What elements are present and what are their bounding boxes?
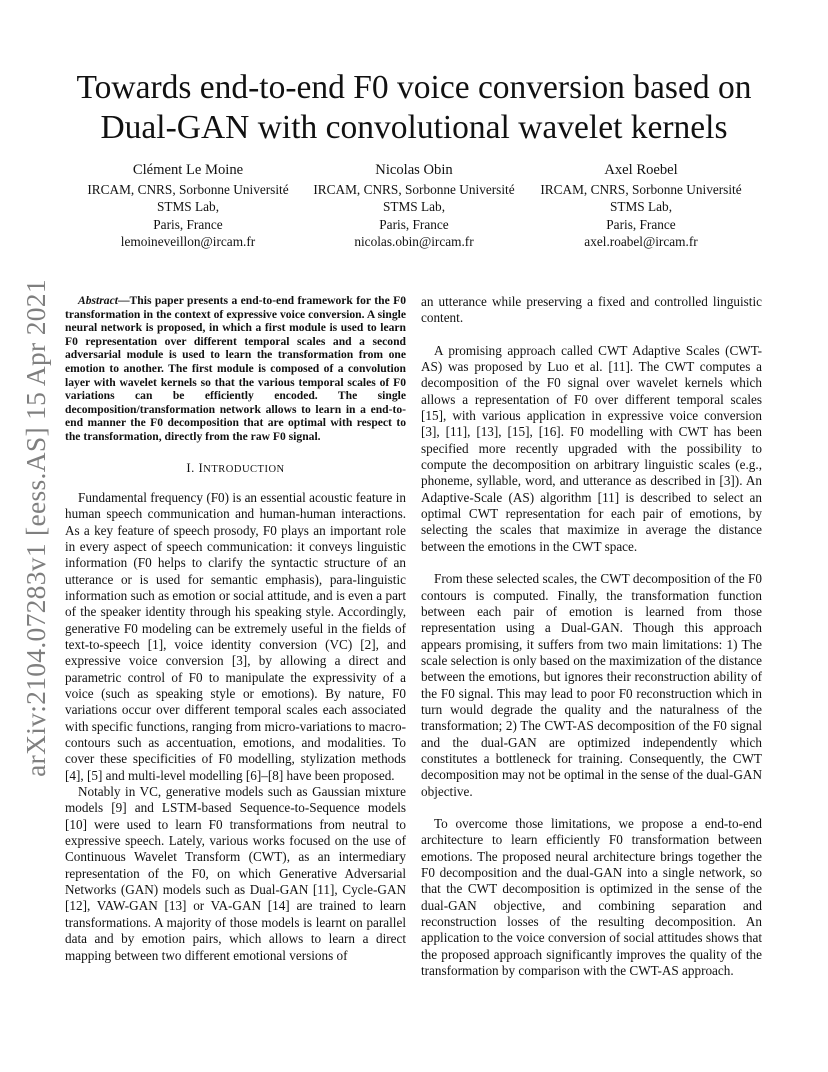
section-numeral: I. xyxy=(186,460,199,475)
author-email: lemoineveillon@ircam.fr xyxy=(120,234,256,249)
author-email: axel.roabel@ircam.fr xyxy=(584,234,698,249)
title-line-2: Dual-GAN with convolutional wavelet kernels xyxy=(100,109,728,146)
section-title-rest: NTRODUCTION xyxy=(203,463,285,475)
intro-paragraph-continued: an utterance while preserving a fixed and controlled linguistic content. xyxy=(421,294,762,326)
author-city: Paris, France xyxy=(153,216,223,232)
arxiv-sidebar-stamp xyxy=(18,280,54,776)
intro-paragraph-5: To overcome those limitations, we propose a end-to-end architecture to learn efficiently F0 transformation between emotions. The proposed neural architecture brings together the F0 decomposition and the dual-GAN into a single network, so that the CWT decomposition is optimized in the sense of the dual-GAN objective, and combining separation and reconstruction losses of the resulting decomposition. An application to the voice conversion of social attitudes shows that the proposed approach significantly improves the quality of the transformation by comparison with the CWT-AS approach. xyxy=(421,815,762,979)
author-block-1 xyxy=(73,162,303,251)
paper-title xyxy=(60,68,768,148)
author-block-2 xyxy=(299,162,529,251)
abstract-label: Abstract xyxy=(78,294,118,307)
author-lab: STMS Lab, xyxy=(156,199,220,214)
author-city: Paris, France xyxy=(379,216,449,232)
arxiv-id: arXiv:2104.07283v1 [eess.AS] 15 Apr 2021 xyxy=(20,279,52,777)
author-block-3 xyxy=(526,162,756,251)
author-city: Paris, France xyxy=(606,216,676,232)
author-affiliation: IRCAM, CNRS, Sorbonne Université xyxy=(540,181,742,197)
intro-paragraph-1: Fundamental frequency (F0) is an essential acoustic feature in human speech communication and human-human interactions. As a key feature of speech prosody, F0 plays an important role in every aspect of speech communication: it conveys linguistic information (F0 helps to clarify the syntactic structure of an utterance or is used for semantic emphasis), para-linguistic information such as emotion or social attitude, and is even a part of the speaker identity through his speaking style. Accordingly, generative F0 modeling can be extremely useful in the fields of text-to-speech [1], voice identity conversion (VC) [2], and expressive voice conversion [3], by allowing a direct and parametric control of F0 to manipulate the expressivity of a voice (such as speaking style or emotions). By nature, F0 variations occur over different temporal scales each associated with specific functions, ranging from micro-variations to macro-contours such as accentuation, emotions, and modalities. To cover these specificities of F0 modelling, stylization methods [4], [5] and multi-level modelling [6]–[8] have been proposed. xyxy=(65,489,406,783)
left-column xyxy=(65,294,406,964)
abstract-text: —This paper presents a end-to-end framework for the F0 transformation in the context of expressive voice conversion. A single neural network is proposed, in which a first module is used to learn F0 representation over different temporal scales and a second adversarial module is used to learn the transformation from one emotion to another. The first module is composed of a convolution layer with wavelet kernels so that the various temporal scales of F0 variations can be efficiently encoded. The single decomposition/transformation network allows to learn in a end-to-end manner the F0 decomposition that are optimal with respect to the transformation, directly from the raw F0 signal. xyxy=(65,294,406,443)
author-name: Axel Roebel xyxy=(604,162,678,178)
author-affiliation: IRCAM, CNRS, Sorbonne Université xyxy=(313,181,515,197)
author-name: Clément Le Moine xyxy=(132,162,244,178)
title-line-1: Towards end-to-end F0 voice conversion based on xyxy=(76,69,752,106)
author-email: nicolas.obin@ircam.fr xyxy=(354,234,474,249)
author-affiliation: IRCAM, CNRS, Sorbonne Université xyxy=(87,181,289,197)
right-column xyxy=(421,294,762,979)
author-name: Nicolas Obin xyxy=(375,162,453,178)
intro-paragraph-3: A promising approach called CWT Adaptive Scales (CWT-AS) was proposed by Luo et al. [11]. The CWT computes a decomposition of the F0 signal over wavelet kernels which allows a representation of F0 over different temporal scales [15], with various application in expressive voice conversion [3], [11], [13], [15], [16]. F0 modelling with CWT has been specified more recently upgraded with the possibility to compute the decomposition on arbitrary linguistic scales (e.g., phoneme, syllable, word, and utterance as described in [3]). An Adaptive-Scale (AS) algorithm [11] is described to select an optimal CWT representation for each pair of emotions, by selecting the scales that maximize in average the distance between the emotions in the CWT space. xyxy=(421,342,762,554)
author-lab: STMS Lab, xyxy=(609,199,673,214)
intro-paragraph-4: From these selected scales, the CWT decomposition of the F0 contours is computed. Finally, the transformation function between each pair of emotion is learned from those representation using a Dual-GAN. Though this approach appears promising, it suffers from two main limitations: 1) The scale selection is only based on the maximization of the distance between the emotions, but ignores their reconstruction ability of the F0 signal. This may lead to poor F0 reconstruction which in turn would degrade the quality and the naturalness of the transformation; 2) The CWT-AS decomposition of the F0 signal and the dual-GAN are optimized independently which constitutes a bottleneck for training. Consequently, the CWT decomposition may not be optimal in the sense of the dual-GAN objective. xyxy=(421,571,762,799)
author-lab: STMS Lab, xyxy=(382,199,446,214)
section-initial: I xyxy=(198,460,204,475)
intro-paragraph-2: Notably in VC, generative models such as Gaussian mixture models [9] and LSTM-based Sequence-to-Sequence models [10] were used to learn F0 transformations from neutral to expressive speech. Lately, various works focused on the use of Continuous Wavelet Transform (CWT), as an intermediary representation of the F0, on which Generative Adversarial Networks (GAN) models such as Dual-GAN [11], Cycle-GAN [12], VAW-GAN [13] or VA-GAN [14] are trained to learn transformations. A majority of those models is learnt on parallel data and by emotion pairs, which allows to learn a direct mapping between two different emotional versions of xyxy=(65,784,406,963)
section-heading-introduction xyxy=(65,460,406,478)
abstract xyxy=(65,294,406,444)
